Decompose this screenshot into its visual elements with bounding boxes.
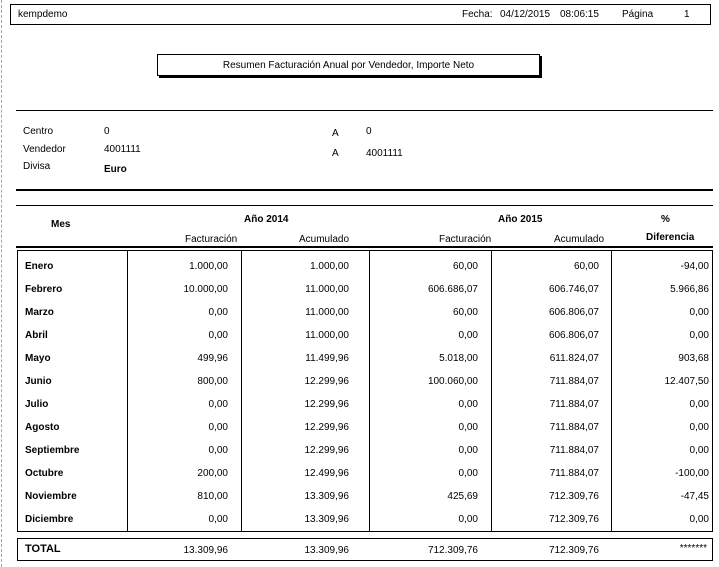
- acumulado-2015-cell: 606.806,07: [548, 307, 599, 318]
- facturacion-2014-cell: 1.000,00: [189, 261, 228, 272]
- acumulado-2014-cell: 13.309,96: [304, 514, 349, 525]
- acumulado-2015-cell: 60,00: [573, 261, 599, 272]
- diferencia-cell: 0,00: [689, 514, 709, 525]
- facturacion-2014-cell: 0,00: [208, 399, 228, 410]
- vendedor-label: Vendedor: [23, 144, 66, 155]
- acumulado-2015-cell: 711.884,07: [549, 376, 599, 387]
- acumulado-2015-cell: 711.884,07: [549, 399, 599, 410]
- acumulado-2014-cell: 11.000,00: [305, 330, 349, 341]
- fecha-value: 04/12/2015: [500, 9, 551, 20]
- divider: [16, 110, 713, 111]
- col-acumulado-2014: Acumulado: [299, 234, 350, 245]
- facturacion-2015-cell: 100.060,00: [427, 376, 478, 387]
- table-row: [18, 462, 712, 485]
- acumulado-2014-cell: 12.299,96: [304, 445, 349, 456]
- facturacion-2014-cell: 200,00: [197, 468, 228, 479]
- facturacion-2014-cell: 0,00: [208, 514, 228, 525]
- facturacion-2015-cell: 425,69: [447, 491, 478, 502]
- total-facturacion-2014: 13.309,96: [183, 545, 228, 556]
- diferencia-cell: 0,00: [689, 422, 709, 433]
- mes-cell: Mayo: [25, 353, 51, 364]
- col-mes: Mes: [51, 219, 71, 230]
- col-year-2015: Año 2015: [498, 214, 543, 225]
- acumulado-2015-cell: 711.884,07: [549, 422, 599, 433]
- table-row: [18, 416, 712, 439]
- data-table: [17, 250, 713, 532]
- facturacion-2014-cell: 800,00: [197, 376, 228, 387]
- fecha-label: Fecha:: [462, 9, 493, 20]
- acumulado-2014-cell: 13.309,96: [304, 491, 349, 502]
- table-row: [18, 508, 712, 531]
- hora-value: 08:06:15: [560, 9, 599, 20]
- vendedor-value: 4001111: [104, 144, 141, 155]
- divider-thick: [16, 189, 713, 191]
- facturacion-2014-cell: 0,00: [208, 445, 228, 456]
- table-row: [18, 439, 712, 462]
- total-acumulado-2014: 13.309,96: [304, 545, 349, 556]
- acumulado-2014-cell: 11.000,00: [305, 307, 349, 318]
- facturacion-2014-cell: 499,96: [197, 353, 228, 364]
- divisa-value: Euro: [104, 164, 127, 175]
- header-underline: [16, 246, 713, 248]
- acumulado-2014-cell: 12.299,96: [304, 376, 349, 387]
- acumulado-2014-cell: 12.499,96: [304, 468, 349, 479]
- diferencia-cell: -94,00: [680, 261, 709, 272]
- acumulado-2015-cell: 712.309,76: [548, 514, 599, 525]
- facturacion-2014-cell: 0,00: [208, 422, 228, 433]
- acumulado-2015-cell: 606.746,07: [548, 284, 599, 295]
- acumulado-2015-cell: 711.884,07: [549, 468, 599, 479]
- table-row: [18, 255, 712, 278]
- divider: [16, 205, 713, 206]
- facturacion-2015-cell: 60,00: [452, 307, 478, 318]
- total-acumulado-2015: 712.309,76: [548, 545, 599, 556]
- mes-cell: Abril: [25, 330, 48, 341]
- acumulado-2015-cell: 611.824,07: [549, 353, 599, 364]
- table-row: [18, 370, 712, 393]
- diferencia-cell: -100,00: [675, 468, 709, 479]
- col-pct: %: [661, 214, 670, 225]
- facturacion-2015-cell: 0,00: [458, 399, 478, 410]
- mes-cell: Septiembre: [25, 445, 80, 456]
- facturacion-2015-cell: 0,00: [458, 514, 478, 525]
- col-facturacion-2015: Facturación: [439, 234, 492, 245]
- facturacion-2015-cell: 60,00: [452, 261, 478, 272]
- acumulado-2014-cell: 11.000,00: [305, 284, 349, 295]
- total-diferencia: *******: [679, 543, 707, 554]
- diferencia-cell: 0,00: [689, 445, 709, 456]
- vendedor-to-label: A: [332, 148, 339, 159]
- acumulado-2014-cell: 12.299,96: [304, 399, 349, 410]
- col-facturacion-2014: Facturación: [185, 234, 238, 245]
- mes-cell: Noviembre: [25, 491, 77, 502]
- divisa-label: Divisa: [23, 161, 51, 172]
- facturacion-2014-cell: 0,00: [208, 307, 228, 318]
- diferencia-cell: 0,00: [689, 330, 709, 341]
- vendedor-to-value: 4001111: [366, 148, 403, 159]
- page-edge-guide: [1, 0, 2, 567]
- table-row: [18, 347, 712, 370]
- mes-cell: Febrero: [25, 284, 63, 295]
- diferencia-cell: 5.966,86: [670, 284, 709, 295]
- diferencia-cell: -47,45: [680, 491, 709, 502]
- facturacion-2015-cell: 0,00: [458, 422, 478, 433]
- mes-cell: Octubre: [25, 468, 64, 479]
- facturacion-2015-cell: 0,00: [458, 330, 478, 341]
- acumulado-2014-cell: 1.000,00: [310, 261, 349, 272]
- diferencia-cell: 0,00: [689, 399, 709, 410]
- facturacion-2015-cell: 5.018,00: [439, 353, 478, 364]
- acumulado-2014-cell: 11.499,96: [305, 353, 349, 364]
- centro-label: Centro: [23, 126, 54, 137]
- diferencia-cell: 0,00: [689, 307, 709, 318]
- acumulado-2014-cell: 12.299,96: [304, 422, 349, 433]
- col-diferencia: Diferencia: [646, 232, 695, 243]
- mes-cell: Diciembre: [25, 514, 74, 525]
- mes-cell: Marzo: [25, 307, 54, 318]
- mes-cell: Agosto: [25, 422, 60, 433]
- facturacion-2015-cell: 0,00: [458, 468, 478, 479]
- table-row: [18, 393, 712, 416]
- facturacion-2015-cell: 0,00: [458, 445, 478, 456]
- mes-cell: Enero: [25, 261, 54, 272]
- table-row: [18, 324, 712, 347]
- total-row: [17, 538, 713, 561]
- mes-cell: Junio: [25, 376, 52, 387]
- col-year-2014: Año 2014: [244, 214, 289, 225]
- acumulado-2015-cell: 712.309,76: [548, 491, 599, 502]
- pagina-value: 1: [684, 9, 690, 20]
- company-name: kempdemo: [18, 9, 68, 20]
- acumulado-2015-cell: 711.884,07: [549, 445, 599, 456]
- mes-cell: Julio: [25, 399, 49, 410]
- centro-to-label: A: [332, 128, 339, 139]
- centro-to-value: 0: [366, 126, 372, 137]
- centro-value: 0: [104, 126, 110, 137]
- report-header: [10, 4, 711, 25]
- table-row: [18, 278, 712, 301]
- report-title: Resumen Facturación Anual por Vendedor, Importe Neto: [157, 54, 540, 76]
- total-facturacion-2015: 712.309,76: [427, 545, 478, 556]
- acumulado-2015-cell: 606.806,07: [548, 330, 599, 341]
- pagina-label: Página: [622, 9, 654, 20]
- diferencia-cell: 12.407,50: [664, 376, 709, 387]
- facturacion-2015-cell: 606.686,07: [427, 284, 478, 295]
- facturacion-2014-cell: 810,00: [197, 491, 228, 502]
- facturacion-2014-cell: 0,00: [208, 330, 228, 341]
- facturacion-2014-cell: 10.000,00: [183, 284, 228, 295]
- table-row: [18, 485, 712, 508]
- table-row: [18, 301, 712, 324]
- col-acumulado-2015: Acumulado: [554, 234, 605, 245]
- diferencia-cell: 903,68: [678, 353, 709, 364]
- total-label: TOTAL: [25, 543, 61, 555]
